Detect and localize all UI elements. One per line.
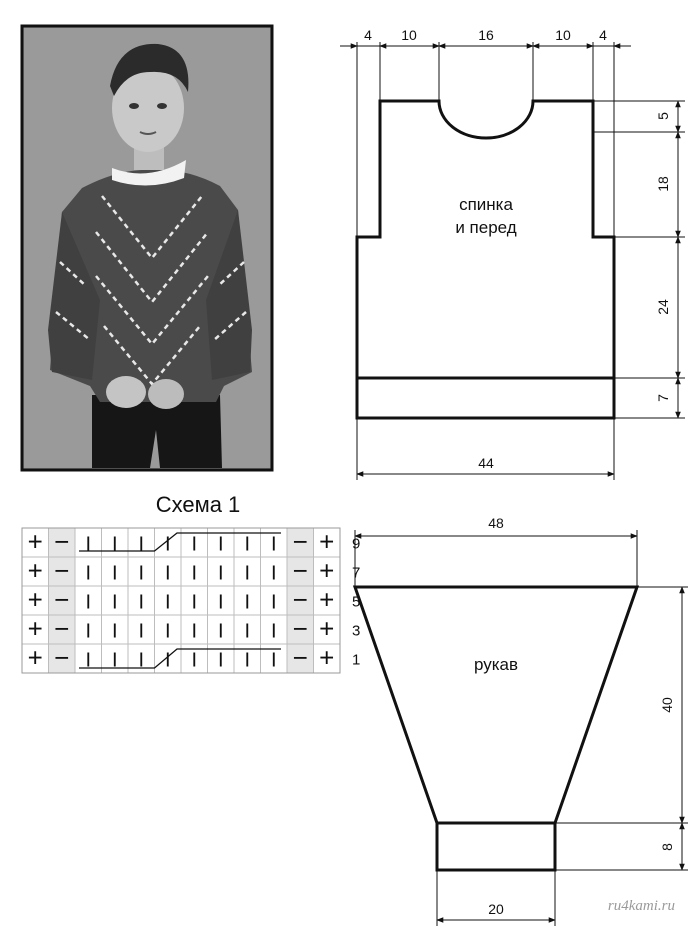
body-dim-top-5: 4 bbox=[599, 27, 607, 43]
purl-symbol: + bbox=[319, 555, 335, 586]
knit-symbol: I bbox=[191, 620, 198, 643]
knit-symbol: I bbox=[217, 620, 224, 643]
knit-symbol: I bbox=[270, 591, 277, 614]
dash-symbol: − bbox=[54, 584, 70, 615]
knit-symbol: I bbox=[85, 533, 92, 556]
chart-title: Схема 1 bbox=[155, 492, 241, 517]
stitch-chart bbox=[22, 527, 360, 674]
knit-symbol: I bbox=[138, 620, 145, 643]
dash-symbol: − bbox=[54, 642, 70, 673]
knit-symbol: I bbox=[164, 562, 171, 585]
body-dim-bottom: 44 bbox=[478, 455, 494, 471]
knit-symbol: I bbox=[111, 620, 118, 643]
knit-symbol: I bbox=[217, 562, 224, 585]
knit-symbol: I bbox=[270, 620, 277, 643]
knit-symbol: I bbox=[164, 620, 171, 643]
body-schematic bbox=[340, 42, 685, 480]
purl-symbol: + bbox=[27, 613, 43, 644]
purl-symbol: + bbox=[319, 526, 335, 557]
body-dim-right-1: 5 bbox=[655, 112, 671, 120]
body-dim-top-4: 10 bbox=[555, 27, 571, 43]
knit-symbol: I bbox=[217, 591, 224, 614]
dash-symbol: − bbox=[54, 613, 70, 644]
dash-symbol: − bbox=[292, 642, 308, 673]
knit-symbol: I bbox=[217, 649, 224, 672]
knit-symbol: I bbox=[244, 562, 251, 585]
knit-symbol: I bbox=[85, 620, 92, 643]
dash-symbol: − bbox=[292, 526, 308, 557]
body-dim-right-3: 24 bbox=[655, 299, 671, 315]
knit-symbol: I bbox=[138, 591, 145, 614]
dash-symbol: − bbox=[292, 555, 308, 586]
knit-symbol: I bbox=[138, 562, 145, 585]
chart-row-number: 1 bbox=[352, 651, 361, 669]
watermark: ru4kami.ru bbox=[607, 898, 675, 914]
knit-symbol: I bbox=[164, 533, 171, 556]
chart-row-number: 5 bbox=[352, 593, 361, 611]
purl-symbol: + bbox=[319, 642, 335, 673]
knit-symbol: I bbox=[244, 649, 251, 672]
dash-symbol: − bbox=[292, 613, 308, 644]
knit-symbol: I bbox=[85, 649, 92, 672]
sweater-photo bbox=[22, 26, 272, 470]
knit-symbol: I bbox=[191, 591, 198, 614]
dash-symbol: − bbox=[292, 584, 308, 615]
body-dim-top-2: 10 bbox=[401, 27, 417, 43]
knit-symbol: I bbox=[244, 620, 251, 643]
knit-symbol: I bbox=[270, 649, 277, 672]
knit-symbol: I bbox=[191, 562, 198, 585]
chart-row-number: 7 bbox=[352, 564, 361, 582]
purl-symbol: + bbox=[27, 555, 43, 586]
sleeve-schematic bbox=[355, 530, 688, 926]
knit-symbol: I bbox=[164, 591, 171, 614]
knit-symbol: I bbox=[111, 533, 118, 556]
body-label-line1: спинка bbox=[459, 195, 513, 214]
knit-symbol: I bbox=[138, 533, 145, 556]
knit-symbol: I bbox=[85, 562, 92, 585]
knit-symbol: I bbox=[191, 533, 198, 556]
chart-row-number: 9 bbox=[352, 535, 361, 553]
sleeve-label: рукав bbox=[473, 655, 519, 674]
knit-symbol: I bbox=[164, 649, 171, 672]
knit-symbol: I bbox=[85, 591, 92, 614]
knit-symbol: I bbox=[138, 649, 145, 672]
body-label-line2: и перед bbox=[455, 218, 517, 237]
purl-symbol: + bbox=[319, 613, 335, 644]
knit-symbol: I bbox=[191, 649, 198, 672]
knit-symbol: I bbox=[111, 649, 118, 672]
knit-symbol: I bbox=[244, 591, 251, 614]
sleeve-dim-bottom: 20 bbox=[488, 901, 504, 917]
body-dim-right-2: 18 bbox=[655, 176, 671, 192]
sleeve-dim-right-1: 40 bbox=[659, 697, 675, 713]
purl-symbol: + bbox=[27, 526, 43, 557]
sleeve-outline bbox=[355, 587, 637, 870]
body-dim-top-1: 4 bbox=[364, 27, 372, 43]
knit-symbol: I bbox=[217, 533, 224, 556]
body-outline bbox=[357, 101, 614, 418]
sleeve-dim-right-2: 8 bbox=[659, 843, 675, 851]
knit-symbol: I bbox=[270, 533, 277, 556]
dash-symbol: − bbox=[54, 555, 70, 586]
sleeve-dim-top: 48 bbox=[488, 515, 504, 531]
purl-symbol: + bbox=[27, 642, 43, 673]
knit-symbol: I bbox=[270, 562, 277, 585]
knit-symbol: I bbox=[111, 562, 118, 585]
knit-symbol: I bbox=[244, 533, 251, 556]
purl-symbol: + bbox=[319, 584, 335, 615]
body-dim-right-4: 7 bbox=[655, 394, 671, 402]
dash-symbol: − bbox=[54, 526, 70, 557]
knit-symbol: I bbox=[111, 591, 118, 614]
purl-symbol: + bbox=[27, 584, 43, 615]
chart-row-number: 3 bbox=[352, 622, 361, 640]
body-dim-top-3: 16 bbox=[478, 27, 494, 43]
